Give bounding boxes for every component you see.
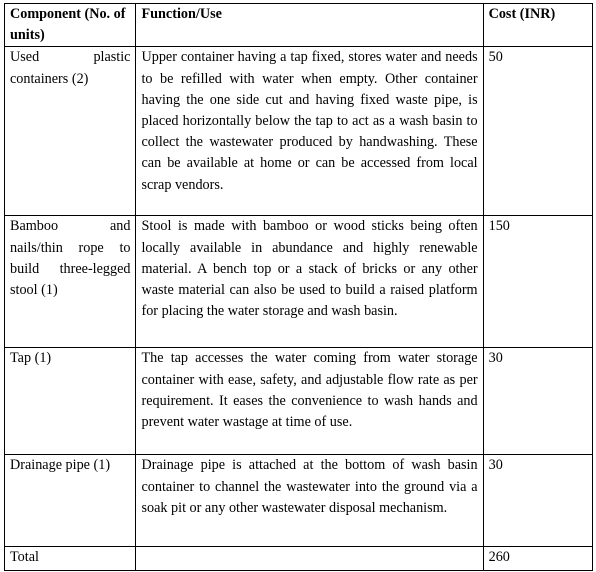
header-cost: Cost (INR) bbox=[483, 4, 592, 47]
function-cell: Stool is made with bamboo or wood sticks being often locally available in abundance and highly renewable material. A bench top or a stack of bricks or any other waste material can also be used to build a raised platform for placing the water storage and wash basin. bbox=[136, 216, 483, 348]
table-row bbox=[5, 47, 593, 216]
table-row bbox=[5, 455, 593, 547]
header-function: Function/Use bbox=[136, 4, 483, 47]
table-row bbox=[5, 348, 593, 455]
component-cost-table bbox=[4, 3, 593, 571]
cost-cell: 30 bbox=[483, 455, 592, 547]
component-cell: Bamboo and nails/thin rope to build three-legged stool (1) bbox=[5, 216, 136, 348]
table-row bbox=[5, 216, 593, 348]
total-empty-cell bbox=[136, 547, 483, 571]
component-cell: Used plastic containers (2) bbox=[5, 47, 136, 216]
function-cell: The tap accesses the water coming from water storage container with ease, safety, and adjustable flow rate as per requirement. It eases the convenience to wash hands and prevent water wastage at time of use. bbox=[136, 348, 483, 455]
function-cell: Upper container having a tap fixed, stores water and needs to be refilled with water when empty. Other container having the one side cut and having fixed waste pipe, is placed horizontally below the tap to act as a wash basin to collect the wastewater produced by handwashing. These can be available at home or can be accessed from local scrap vendors. bbox=[136, 47, 483, 216]
component-cell: Tap (1) bbox=[5, 348, 136, 455]
table-header-row bbox=[5, 4, 593, 47]
total-label: Total bbox=[5, 547, 136, 571]
function-cell: Drainage pipe is attached at the bottom of wash basin container to channel the wastewater into the ground via a soak pit or any other wastewater disposal mechanism. bbox=[136, 455, 483, 547]
component-cell: Drainage pipe (1) bbox=[5, 455, 136, 547]
header-component: Component (No. of units) bbox=[5, 4, 136, 47]
cost-cell: 150 bbox=[483, 216, 592, 348]
cost-cell: 50 bbox=[483, 47, 592, 216]
cost-cell: 30 bbox=[483, 348, 592, 455]
total-row bbox=[5, 547, 593, 571]
total-cost: 260 bbox=[483, 547, 592, 571]
